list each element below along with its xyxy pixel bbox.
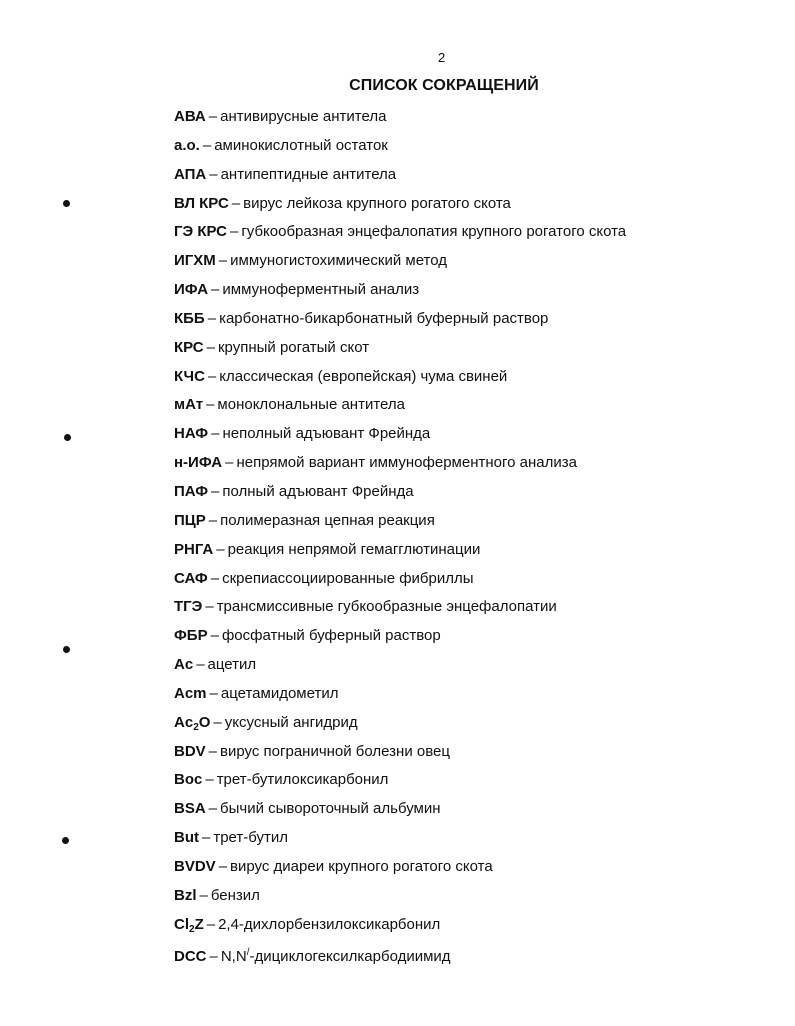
list-item: [174, 943, 626, 972]
list-item: [174, 107, 626, 136]
separator-dash: –: [209, 948, 218, 966]
definition-text: трет-бутилоксикарбонил: [216, 771, 389, 789]
abbreviation-text: BDV: [174, 742, 206, 760]
separator-dash: –: [211, 281, 220, 299]
separator-dash: –: [196, 656, 205, 674]
list-item: [174, 453, 626, 482]
abbreviation-term: [174, 281, 208, 298]
abbreviation-list: [174, 107, 626, 972]
definition-text: бензил: [210, 886, 260, 904]
abbreviation-text: But: [174, 829, 199, 847]
abbreviation-text: ФБР: [174, 627, 208, 645]
abbreviation-text: ПАФ: [174, 482, 209, 500]
separator-dash: –: [229, 223, 239, 241]
list-item: [174, 915, 626, 944]
list-item: [174, 886, 626, 915]
definition-text: антивирусные антитела: [220, 108, 387, 125]
abbreviation-term: [174, 396, 203, 413]
separator-dash: –: [210, 569, 220, 587]
separator-dash: –: [207, 367, 217, 385]
definition-text: неполный адъювант Фрейнда: [222, 425, 431, 443]
definition-text: непрямой вариант иммуноферментного анализа: [236, 454, 577, 472]
abbreviation-term: [174, 800, 206, 817]
abbreviation-text: КББ: [174, 309, 205, 327]
abbreviation-text: РНГА: [174, 540, 214, 558]
separator-dash: –: [211, 425, 220, 443]
abbreviation-suffix: O: [198, 713, 211, 731]
separator-dash: –: [213, 713, 222, 731]
list-item: [174, 511, 626, 540]
abbreviation-text: АВА: [174, 108, 206, 125]
abbreviation-text: КЧС: [174, 367, 205, 385]
abbreviation-text: ПЦР: [174, 511, 206, 529]
separator-dash: –: [209, 165, 218, 183]
abbreviation-term: [174, 829, 199, 846]
abbreviation-term: [174, 368, 205, 385]
separator-dash: –: [202, 136, 212, 154]
abbreviation-text: ТГЭ: [174, 598, 203, 616]
page-title: СПИСОК СОКРАЩЕНИЙ: [349, 77, 539, 94]
abbreviation-term: [174, 166, 206, 183]
abbreviation-subscript: 2: [189, 923, 195, 935]
abbreviation-term: [174, 598, 202, 615]
definition-text: трансмиссивные губкообразные энцефалопатии: [216, 598, 557, 616]
separator-dash: –: [218, 252, 228, 270]
abbreviation-term: [174, 339, 204, 356]
definition-text: крупный рогатый скот: [217, 338, 370, 356]
separator-dash: –: [231, 194, 241, 212]
list-item: [174, 684, 626, 713]
abbreviation-text: Ac: [174, 656, 194, 674]
separator-dash: –: [208, 108, 218, 125]
abbreviation-text: САФ: [174, 569, 208, 587]
page-number: 2: [438, 50, 446, 65]
abbreviation-text: КРС: [174, 338, 204, 356]
abbreviation-term: [174, 771, 202, 788]
abbreviation-term: [174, 570, 208, 587]
abbreviation-term: [174, 252, 216, 269]
abbreviation-subscript: 2: [193, 721, 199, 733]
list-item: [174, 482, 626, 511]
definition-text: антипептидные антитела: [220, 165, 397, 183]
definition-text: реакция непрямой гемагглютинации: [227, 540, 481, 558]
separator-dash: –: [218, 857, 228, 875]
abbreviation-term: [174, 541, 213, 558]
abbreviation-term: [174, 425, 208, 442]
definition-text: аминокислотный остаток: [214, 136, 388, 154]
list-item: [174, 569, 626, 598]
definition-text: ацетил: [207, 656, 257, 674]
separator-dash: –: [210, 627, 219, 645]
abbreviation-text: Ac: [174, 713, 194, 731]
separator-dash: –: [206, 338, 215, 356]
list-item: [174, 770, 626, 799]
list-item: [174, 828, 626, 857]
list-item: [174, 424, 626, 453]
list-item: [174, 655, 626, 684]
definition-text: иммуноферментный анализ: [222, 281, 420, 299]
list-item: [174, 280, 626, 309]
separator-dash: –: [206, 396, 215, 414]
abbreviation-text: н-ИФА: [174, 454, 223, 472]
abbreviation-term: [174, 512, 206, 529]
list-item: [174, 742, 626, 771]
definition-text: губкообразная энцефалопатия крупного рогатого скота: [241, 223, 627, 241]
list-item: [174, 799, 626, 828]
abbreviation-term: [174, 137, 200, 154]
abbreviation-term: [174, 223, 227, 240]
list-item: [174, 626, 626, 655]
list-item: [174, 857, 626, 886]
definition-text: иммуногистохимический метод: [230, 252, 448, 270]
definition-text: бычий сывороточный альбумин: [220, 800, 441, 818]
abbreviation-term: [174, 483, 208, 500]
binder-hole-mark: [62, 837, 69, 844]
list-item: [174, 597, 626, 626]
separator-dash: –: [206, 915, 216, 933]
abbreviation-text: Boc: [174, 771, 203, 789]
definition-text: ацетамидометил: [220, 684, 339, 702]
list-item: [174, 194, 626, 223]
list-item: [174, 222, 626, 251]
separator-dash: –: [211, 482, 220, 500]
abbreviation-text: DCC: [174, 948, 207, 966]
abbreviation-text: ИФА: [174, 281, 209, 299]
abbreviation-text: а.о.: [174, 136, 200, 154]
definition-text: скрепиассоциированные фибриллы: [222, 569, 474, 587]
binder-hole-mark: [64, 434, 71, 441]
abbreviation-term: [174, 195, 229, 212]
abbreviation-term: [174, 454, 222, 471]
separator-dash: –: [208, 742, 218, 760]
list-item: [174, 338, 626, 367]
abbreviation-text: BSA: [174, 800, 206, 818]
separator-dash: –: [205, 598, 214, 616]
definition-text: полный адъювант Фрейнда: [222, 482, 414, 500]
separator-dash: –: [202, 829, 211, 847]
abbreviation-text: НАФ: [174, 425, 209, 443]
definition-text: уксусный ангидрид: [224, 713, 358, 731]
definition-text: карбонатно-бикарбонатный буферный раствор: [219, 309, 549, 327]
definition-text: вирус лейкоза крупного рогатого скота: [243, 194, 511, 212]
separator-dash: –: [208, 800, 218, 818]
list-item: [174, 251, 626, 280]
separator-dash: –: [225, 454, 234, 472]
definition-text: вирус пограничной болезни овец: [220, 742, 450, 760]
separator-dash: –: [208, 511, 218, 529]
list-item: [174, 136, 626, 165]
definition-text: -дициклогексилкарбодиимид: [249, 948, 451, 966]
definition-superscript: /: [246, 947, 250, 959]
separator-dash: –: [207, 309, 217, 327]
list-item: [174, 395, 626, 424]
binder-hole-mark: [63, 646, 70, 653]
definition-text: фосфатный буферный раствор: [221, 627, 441, 645]
abbreviation-text: Acm: [174, 684, 207, 702]
definition-text: трет-бутил: [213, 829, 289, 847]
abbreviation-text: Cl: [174, 915, 189, 933]
binder-hole-mark: [63, 200, 70, 207]
abbreviation-term: [174, 714, 210, 731]
separator-dash: –: [216, 540, 225, 558]
abbreviation-text: мАт: [174, 396, 204, 414]
definition-text: полимеразная цепная реакция: [220, 511, 435, 529]
abbreviation-term: [174, 916, 204, 933]
abbreviation-text: ВЛ КРС: [174, 194, 229, 212]
list-item: [174, 713, 626, 742]
abbreviation-text: BVDV: [174, 857, 216, 875]
abbreviation-term: [174, 656, 193, 673]
definition-text: вирус диареи крупного рогатого скота: [230, 857, 493, 875]
abbreviation-term: [174, 858, 216, 875]
abbreviation-text: ИГХМ: [174, 252, 216, 270]
abbreviation-term: [174, 887, 197, 904]
list-item: [174, 309, 626, 338]
abbreviation-term: [174, 948, 207, 965]
separator-dash: –: [205, 771, 214, 789]
abbreviation-text: ГЭ КРС: [174, 223, 227, 241]
definition-text: 2,4-дихлорбензилоксикарбонил: [218, 915, 441, 933]
abbreviation-text: АПА: [174, 165, 207, 183]
list-item: [174, 165, 626, 194]
definition-text: классическая (европейская) чума свиней: [219, 367, 508, 385]
abbreviation-term: [174, 685, 207, 702]
separator-dash: –: [209, 684, 218, 702]
list-item: [174, 367, 626, 396]
abbreviation-term: [174, 310, 205, 327]
abbreviation-term: [174, 743, 206, 760]
abbreviation-text: Bzl: [174, 886, 197, 904]
separator-dash: –: [199, 886, 208, 904]
abbreviation-term: [174, 108, 206, 125]
list-item: [174, 540, 626, 569]
definition-text: моноклональные антитела: [217, 396, 405, 414]
definition-prefix: N,N: [220, 948, 247, 966]
abbreviation-term: [174, 627, 208, 644]
abbreviation-suffix: Z: [194, 915, 204, 933]
